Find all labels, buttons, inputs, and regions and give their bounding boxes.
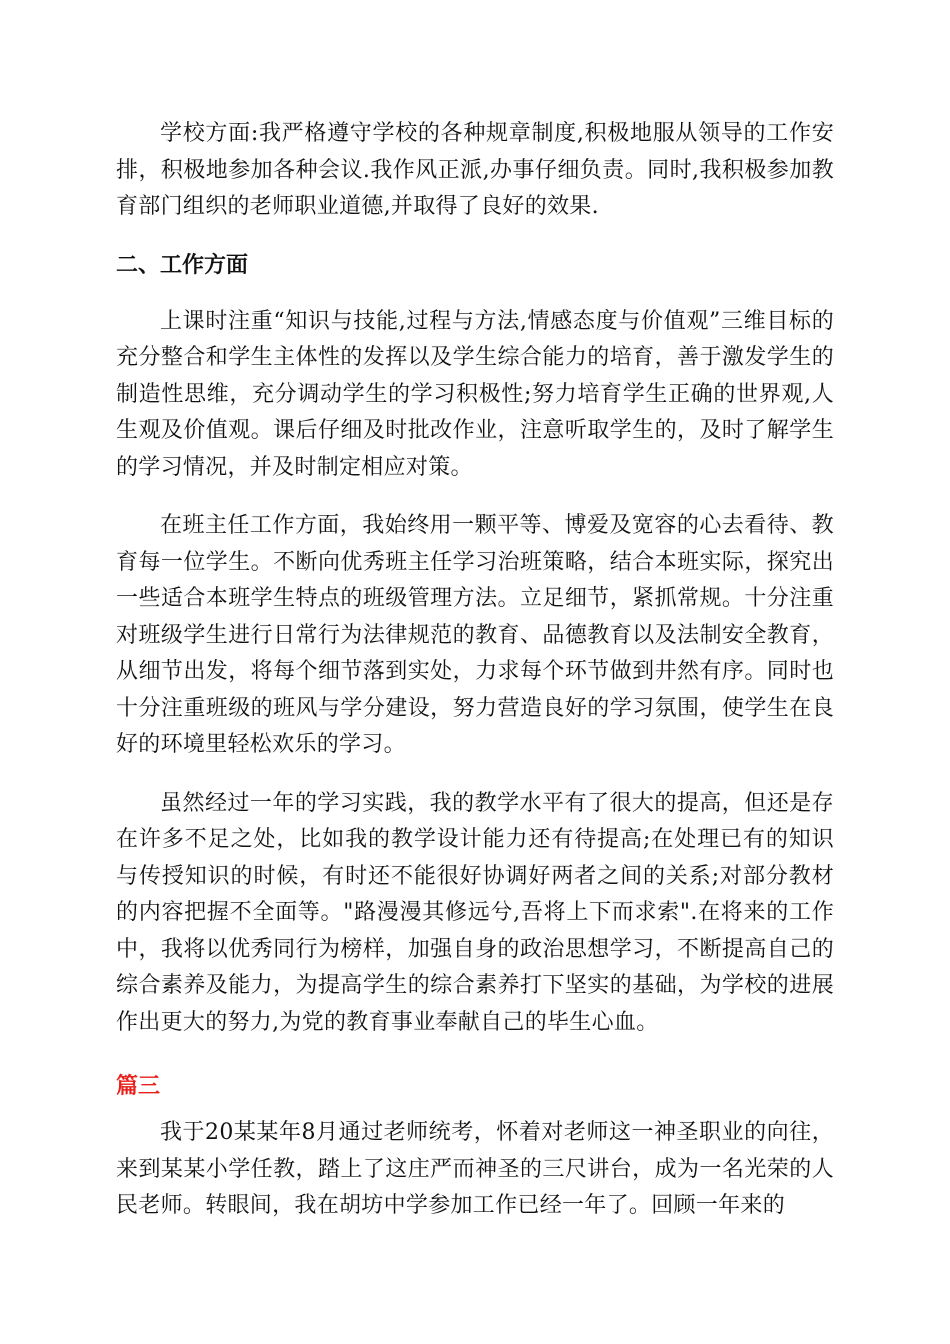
paragraph-class-teacher: 在班主任工作方面，我始终用一颗平等、博爱及宽容的心去看待、教育每一位学生。不断向优秀班主任学习治班策略，结合本班实际，探究出一些适合本班学生特点的班级管理方法。立足细节，紧抓常规。十分注重对班级学生进行日常行为法律规范的教育、品德教育以及法制安全教育，从细节出发，将每个细节落到实处，力求每个环节做到井然有序。同时也十分注重班级的班风与学分建设，努力营造良好的学习氛围，使学生在良好的环境里轻松欢乐的学习。 bbox=[116, 513, 834, 757]
paragraph-school: 学校方面:我严格遵守学校的各种规章制度,积极地服从领导的工作安排，积极地参加各种会议.我作风正派,办事仔细负责。同时,我积极参加教育部门组织的老师职业道德,并取得了良好的效果. bbox=[116, 121, 834, 219]
heading-part3: 篇三 bbox=[116, 1074, 161, 1099]
paragraph-part3-start: 我于20某某年8月通过老师统考，怀着对老师这一神圣职业的向往，来到某某小学任教，踏上了这庄严而神圣的三尺讲台，成为一名光荣的人民老师。转眼间，我在胡坊中学参加工作已经一年了。回顾一年来的 bbox=[116, 1120, 834, 1218]
paragraph-teaching: 上课时注重“知识与技能,过程与方法,情感态度与价值观”三维目标的充分整合和学生主体性的发挥以及学生综合能力的培育，善于激发学生的制造性思维，充分调动学生的学习积极性;努力培育学生正确的世界观,人生观及价值观。课后仔细及时批改作业，注意听取学生的，及时了解学生的学习情况，并及时制定相应对策。 bbox=[116, 308, 834, 480]
paragraph-reflection: 虽然经过一年的学习实践，我的教学水平有了很大的提高，但还是存在许多不足之处，比如我的教学设计能力还有待提高;在处理已有的知识与传授知识的时候，有时还不能很好协调好两者之间的关系;对部分教材的内容把握不全面等。"路漫漫其修远兮,吾将上下而求索".在将来的工作中，我将以优秀同行为榜样，加强自身的政治思想学习，不断提高自己的综合素养及能力，为提高学生的综合素养打下坚实的基础，为学校的进展作出更大的努力,为党的教育事业奉献自己的毕生心血。 bbox=[116, 790, 834, 1035]
document-body bbox=[116, 116, 834, 1225]
heading-work: 二、工作方面 bbox=[116, 252, 249, 278]
